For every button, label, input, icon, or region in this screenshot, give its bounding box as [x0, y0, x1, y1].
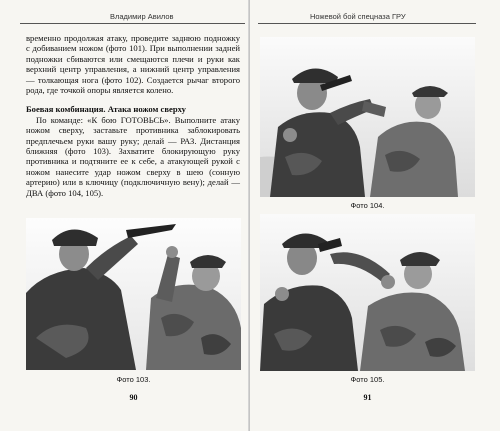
right-page [250, 0, 500, 431]
photo-105-caption: Фото 105. [350, 375, 385, 384]
paragraph-2: По команде: «К бою ГОТОВЬСЬ». Выполните атаку ножом сверху, заставьте противника заблокировать предплечьем руки вашу руку; делай — РАЗ. Дистанция ближняя (фото 103). Захватите блокирующую руку противника и подтяните ее к себе, а атакующей рукой с ножом нанесите удар ножом сверху в шею (сонную артерию) или в ключицу (подключичную вену); делай — ДВА (фото 104, 105). [26, 114, 240, 198]
photo-103-caption: Фото 103. [116, 375, 151, 384]
right-running-head: Ножевой бой спецназа ГРУ [310, 12, 406, 21]
left-body-text [26, 33, 240, 198]
photo-105 [260, 214, 475, 371]
left-running-head: Владимир Авилов [110, 12, 174, 21]
right-header-rule [258, 23, 476, 24]
right-page-number: 91 [363, 393, 372, 402]
photo-104 [260, 37, 475, 197]
left-page-number: 90 [129, 393, 138, 402]
photo-104-caption: Фото 104. [350, 201, 385, 210]
left-header-rule [20, 23, 245, 24]
section-heading: Боевая комбинация. Атака ножом сверху [26, 104, 186, 115]
paragraph-1: временно продолжая атаку, проведите заднюю подножку с добиванием ножом (фото 101). При выполнении задней подножки сбиваются или смещаются плечи и руки как верхний центр управления, а нижний центр управления — толкающая нога (фото 102). Создается рычаг второго рода, где точкой опоры является колено. [26, 33, 240, 96]
photo-103 [26, 218, 241, 370]
